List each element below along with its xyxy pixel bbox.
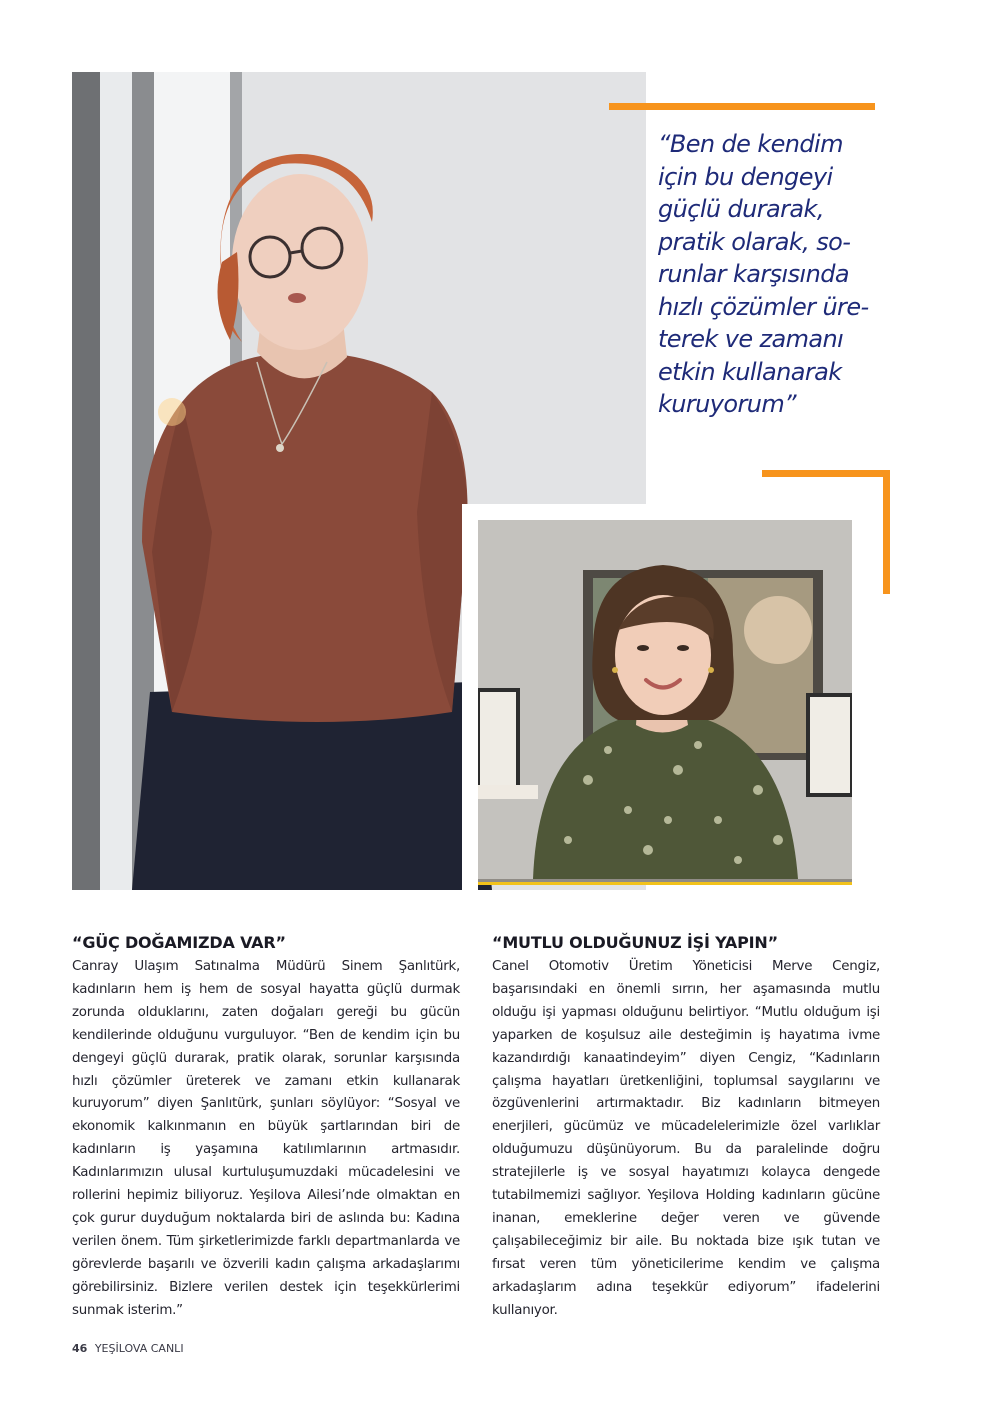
publication-name: YEŞİLOVA CANLI [94,1342,184,1355]
portrait-illustration [478,520,852,879]
page-number: 46 [72,1342,88,1355]
article-right-heading: “MUTLU OLDUĞUNUZ İŞİ YAPIN” [492,933,778,952]
pull-quote-line: runlar karşısında [658,260,849,288]
article-right [492,932,880,1323]
pull-quote-line: hızlı çözümler üre- [658,292,869,321]
article-left-body: Canray Ulaşım Satınalma Müdürü Sinem Şanlıtürk, kadınların hem iş hem de sosyal hayatta güçlü durmak zorunda olduklarını, zaten doğaları gereği bu gücün kendilerinde olduğunu vurguluyor. “Ben de kendim için bu dengeyi güçlü durarak, pratik olarak, sorunlar karşısında hızlı çözümler üreterek ve zamanı etkin kullanarak kuruyorum” diyen Şanlıtürk, şunları söylüyor: “Sosyal ve ekonomik kalkınmanın en büyük şartlarından biri de kadınların iş yaşamına katılımlarının artmasıdır. Kadınlarımızın ulusal kurtuluşumuzdaki mücadelesini ve rollerini hepimiz biliyoruz. Yeşilova Ailesi’nde olmaktan en çok gurur duyduğum noktalarda biri de aslında bu: Kadına verilen önem. Tüm şirketlerimizde farklı departmanlarda ve görevlerde başarılı ve özverili kadın çalışma arkadaşlarımı görebilirsiniz. Bizlere verilen destek için teşekkürlerimi sunmak isterim.” [72,959,460,1318]
pull-quote-line: güçlü durarak, [658,195,824,223]
pull-quote-line: pratik olarak, so- [658,227,851,256]
photo-divider-horizontal [462,504,646,520]
pull-quote-line: terek ve zamanı [658,325,844,353]
quote-accent-bar-top [609,103,875,110]
pull-quote-line: “Ben de kendim [658,130,843,158]
pull-quote-line: kuruyorum” [658,390,796,418]
quote-accent-bar-bottom [762,470,890,477]
pull-quote [658,128,873,421]
quote-accent-bar-side [883,470,890,594]
photo-divider-vertical [462,504,478,890]
pull-quote-line: etkin kullanarak [658,357,842,386]
article-right-body: Canel Otomotiv Üretim Yöneticisi Merve Cengiz, başarısındaki en önemli sırrın, her aşamasında mutlu olduğu işi yapması olduğunu belirtiyor. “Mutlu olduğum işi yaparken de koşulsuz aile desteğimin iş hayatıma ivme kazandırdığı kanaatindeyim” diyen Cengiz, “Kadınların çalışma hayatları üretkenliğini, toplumsal saygılarını ve özgüvenlerini artırmaktadır. Biz kadınların bitmeyen enerjileri, gücümüz ve mücadelelerimizle özel varlıklar olduğumuzu düşünüyorum. Bu da paralelinde doğru stratejilerle iş ve sosyal hayatımızı kolayca dengede tutabilmemizi sağlıyor. Yeşilova Holding kadınların gücüne inanan, emeklerine değer veren ve güvende çalışabileceğimiz bir aile. Bu noktada bize ışık tutan ve fırsat veren tüm yöneticilerime kendim ve çalışma arkadaşlarım adına teşekkür ediyorum” ifadelerini kullanıyor. [492,959,880,1318]
article-left [72,932,460,1323]
page-footer [72,1342,184,1355]
photo-portrait [478,520,852,885]
article-left-heading: “GÜÇ DOĞAMIZDA VAR” [72,933,286,952]
pull-quote-line: için bu dengeyi [658,162,833,191]
